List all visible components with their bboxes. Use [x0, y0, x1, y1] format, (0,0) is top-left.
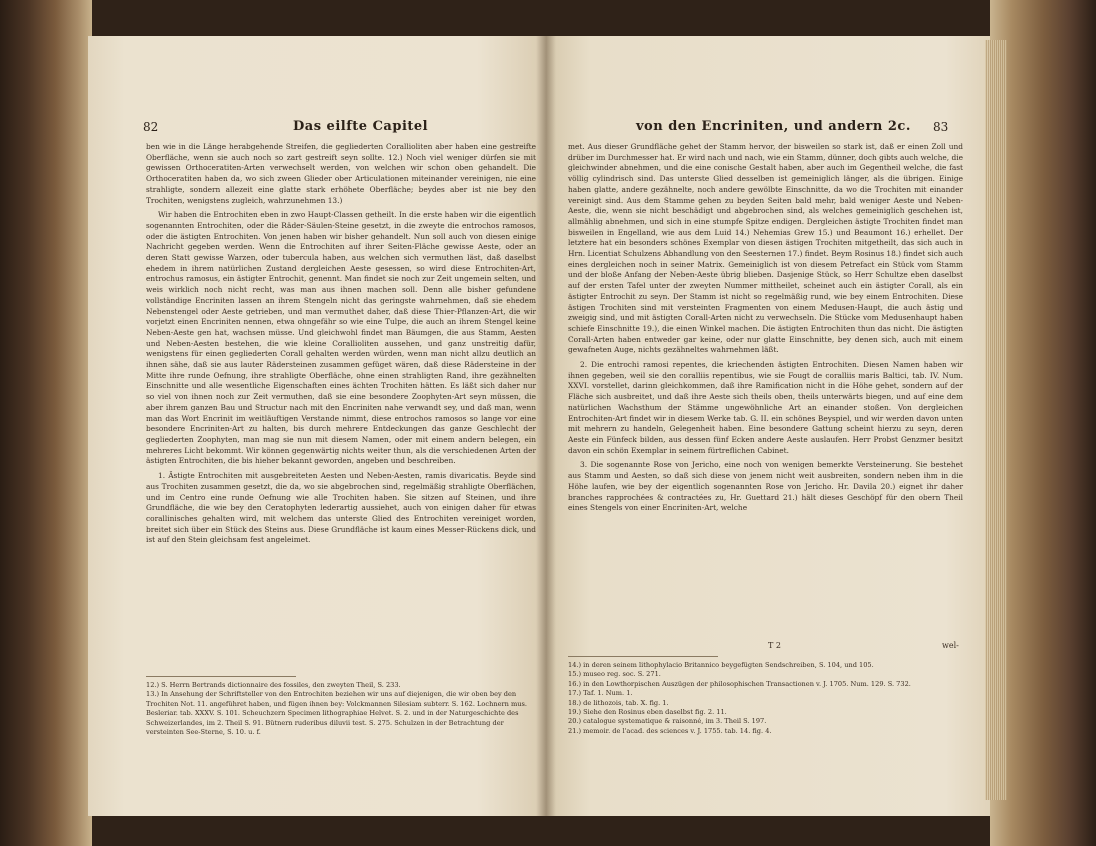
left-footnote-12: 12.) S. Herrn Bertrands dictionnaire des fossiles, den zweyten Theil, S. 233.: [146, 681, 401, 689]
left-paragraph-3: 1. Ästigte Entrochiten mit ausgebreiteten Aesten und Neben-Aesten, ramis divaricatis. Beyde sind aus Trochiten zusammen gesetzt, die da, wo sie abgebrochen sind, regelmäßig strahligte Oberflächen, und im Centro eine runde Oefnung wie alle Trochiten haben. Sie sitzen auf Steinen, und ihre Grundfläche, die wie bey den Ceratophyten lederartig aussiehet, auch von einigen daher für etwas corallinisches gehalten wird, mit welchem das unterste Glied des Entrochiten vereiniget worden, breitet sich über ein Stück des Steins aus. Diese Grundfläche ist kaum eines Messer-Rückens dick, und ist auf den Stein gleichsam fest angeleimet.: [146, 471, 536, 545]
left-footnotes: [146, 681, 536, 737]
right-footnote-15: 15.) museo reg. soc. S. 271.: [568, 670, 661, 679]
right-footnote-20: 20.) catalogue systematique & raisonné, im 3. Theil S. 197.: [568, 717, 767, 726]
book-cover-left-edge: [0, 0, 92, 846]
right-paragraph-2: 2. Die entrochi ramosi repentes, die kriechenden ästigten Entrochiten. Diesen Namen haben wir ihnen gegeben, weil sie den coralliis repentibus, wie sie Fougt de coralliis maris Baltici, tab. IV. Num. XXVI. vorstellet, darinn gleichkommen, daß ihre Ramification nicht in die Höhe gehet, sondern auf der Fläche sich ausbreitet, und daß ihre Aeste sich theils oben, theils unterwärts biegen, und auf eine dem natürlichen Wachsthum der Stämme ungewöhnliche Art an einander stoßen. Von dergleichen Entrochiten-Art findet wir in diesem Werke tab. G. II. ein schönes Beyspiel, und wir werden davon unten mit mehrern zu handeln, Gelegenheit haben. Eine besondere Gattung scheint hierzu zu seyn, deren Aeste ein Fünfeck bilden, aus dessen fünf Ecken andere Aeste auslaufen. Herr Probst Genzmer besitzt davon ein schön Exemplar in seinem fürtreflichen Cabinet.: [568, 360, 963, 455]
right-page-number: 83: [933, 120, 949, 134]
right-footnote-21: 21.) memoir. de l'acad. des sciences v. J. 1755. tab. 14. fig. 4.: [568, 726, 772, 735]
left-body-text: [146, 142, 536, 677]
left-running-title: Das eilfte Capitel: [293, 119, 429, 134]
left-footnote-13: 13.) In Ansehung der Schriftsteller von den Entrochiten beziehen wir uns auf diejenigen, die wir oben bey den Trochiten Not. 11. angeführet haben, und fügen ihnen bey: Volckmannen Silesiam subterr. S. 162. Lochnern mus. Besleriar. tab. XXXV. S. 101. Scheuchzern Specimen lithographiae Helvet. S. 2. und in der Naturgeschichte des Schweizerlandes, im 2. Theil S. 91. Bütnern ruderibus diluvii test. S. 275. Schulzen in der Betrachtung der versteinten See-Sterne, S. 10. u. f.: [146, 690, 527, 737]
left-paragraph-1: ben wie in die Länge herabgehende Streifen, die gegliederten Corallioliten aber haben eine gestreifte Oberfläche, wenn sie auch noch so zart gestreift seyn sollte. 12.) Noch viel weniger dürfen sie mit gewissen Orthoceratiten-Arten verwechselt werden, von welchen wir schon oben gehandelt. Die Orthoceratiten haben da, wo sich zween Glieder ober Articulationen miteinander vereinigen, nie eine strahligte, sondern allezeit eine glatte stark erhöhete Oberfläche; beydes aber ist nie bey den Trochiten, wenigstens zugleich, wahrzunehmen 13.): [146, 142, 536, 205]
book-gutter: [536, 36, 556, 816]
right-footnote-rule: [568, 656, 718, 657]
signature-mark: T 2: [768, 641, 781, 650]
left-footnote-rule: [146, 676, 296, 677]
right-footnote-14: 14.) in deren seinem lithophylacio Britannico beygefügten Sendschreiben, S. 104, und 105.: [568, 661, 874, 669]
right-footnote-19: 19.) Siehe den Rosinus eben daselbst fig. 2. 11.: [568, 708, 727, 717]
right-body-text: [568, 142, 963, 642]
right-footnote-16: 16.) in den Lowthorpischen Auszügen der philosophischen Transactionen v. J. 1705. Num. 129. S. 732.: [568, 679, 911, 688]
right-paragraph-1: met. Aus dieser Grundfläche gehet der Stamm hervor, der bisweilen so stark ist, daß er einen Zoll und drüber im Durchmesser hat. Er wird nach und nach, wie ein Stamm, dünner, doch gibts auch welche, die gleichwinder abnehmen, und die eine conische Gestalt haben, aber auch im Gegentheil welche, die fast völlig cylindrisch sind. Das unterste Glied desselben ist gemeiniglich länger, als die übrigen. Einige haben glatte, andere gezähnelte, noch andere gewölbte Einschnitte, da wo die Trochiten mit einander vereinigt sind. Aus dem Stamme gehen zu beyden Seiten bald mehr, bald weniger Aeste und Neben-Aeste, die, wenn sie nicht beschädigt und abgebrochen sind, als welches gemeiniglich geschehen ist, allmählig abnehmen, und sich in eine stumpfe Spitze endigen. Dergleichen ästigte Trochiten findet man bisweilen in Engelland, wie aus dem Luid 14.) Nehemias Grew 15.) und Beaumont 16.) erhellet. Der letztere hat ein besonders schönes Exemplar von diesen ästigen Trochiten mitgetheilt, das sich auch in Hrn. Licentiat Schulzens Abhandlung von den Seesternen 17.) findet. Beym Rosinus 18.) findet sich auch eines dergleichen noch in seiner Matrix. Gemeiniglich ist von diesem Petrefact ein Stück vom Stamm und der bloße Anfang der Neben-Aeste übrig blieben. Dasjenige Stück, so Herr Schultze eben daselbst auf der ersten Tafel unter der zweyten Nummer mittheilet, scheinet auch ein ästigter Corall, als ein ästigter Entrochit zu seyn. Der Stamm ist nicht so regelmäßig rund, wie bey einem Entrochiten. Diese ästigen Trochiten sind mit versteinten Fragmenten von einem Medusen-Haupt, die auch ästig und zweigig sind, und mit ästigten Corall-Arten nicht zu verwechseln. Die Stücke vom Medusenhaupt haben schiefe Einschnitte 19.), die einen Winkel machen. Die ästigten Entrochiten thun das nicht. Die ästigten Corall-Arten haben entweder gar keine, oder nur glatte Einschnitte, bey denen sich, auch mit einem gewafneten Auge, nichts gezähneltes wahrnehmen läßt.: [568, 142, 963, 355]
left-page: [88, 36, 546, 816]
catchword: wel-: [942, 641, 959, 650]
right-footnote-18: 18.) de lithozois, tab. X. fig. 1.: [568, 698, 669, 707]
right-page: [546, 36, 990, 816]
right-running-title: von den Encriniten, und andern 2c.: [636, 119, 911, 134]
page-stack-edge: [985, 40, 1007, 800]
right-footnotes: [568, 661, 963, 736]
right-paragraph-3: 3. Die sogenannte Rose von Jericho, eine noch von wenigen bemerkte Versteinerung. Sie bestehet aus Stamm und Aesten, so daß sich diese von jenem nicht weit ausbreiten, sondern neben ihm in die Höhe laufen, wie bey der eigentlich sogenannten Rose von Jericho. Hr. Davila 20.) eignet ihr daher branches rapprochées & contractées zu, Hr. Guettard 21.) hält dieses Geschöpf für den obern Theil eines Stengels von einer Encriniten-Art, welche: [568, 460, 963, 513]
left-paragraph-2: Wir haben die Entrochiten eben in zwo Haupt-Classen getheilt. In die erste haben wir die eigentlich sogenannten Entrochiten, oder die Räder-Säulen-Steine gesetzt, in die zweyte die entrochos ramosos, oder die ästigten Entrochiten. Von jenen haben wir bisher gehandelt. Nun soll auch von diesen einige Nachricht gegeben werden. Wenn die Entrochiten auf ihrer Seiten-Fläche gewisse Aeste, oder an deren Statt gewisse Warzen, oder tubercula haben, aus welchen sich vermuthen läst, daß daselbst ehedem in ihrem natürlichen Zustand dergleichen Aeste gesessen, so wird diese Entrochiten-Art, entrochus ramosus, ein ästigter Entrochit, genennt. Man findet sie noch zur Zeit ungemein selten, und weis wirklich noch nicht recht, was man aus ihnen machen soll. Denn alle bisher gefundene vollständige Encriniten lassen an ihrem Stengeln nicht das geringste wahrnehmen, daß sie ehedem Nebenstengel oder Aeste getrieben, und man vermuthet daher, daß diese Thier-Pflanzen-Art, die wir vorjetzt einen Encriniten nennen, etwa ohngefähr so wie eine Tulpe, die auch an ihrem Stengel keine Neben-Aeste gen hat, wachsen müsse. Und gleichwohl findet man Bäumgen, die aus Stamm, Aesten und Neben-Aesten bestehen, die wie kleine Corallioliten aussehen, und ganz unstreitig dafür, wenigstens für einen gegliederten Corall gehalten werden würden, wenn man nicht allzu deutlich an ihnen sähe, daß sie aus lauter Rädersteinen zusammen gefüget wären, daß diese Rädersteine in der Mitte ihre runde Oefnung, ihre strahligte Oberfläche, ohne einen strahligten Rand, ihre gezähnelten Einschnitte und alle wesentliche Eigenschaften eines ächten Trochiten hätten. Es läßt sich daher nur so viel von ihnen noch zur Zeit vermuthen, daß sie eine besondere Zoophyten-Art seyn müssen, die aber ihrem ganzen Bau und Structur nach mit den Encriniten nahe verwandt sey, und daß man, wenn man das Wort Encrinit im weitläuftigen Verstande nimmt, diese entrochos ramosos so lange vor eine besondere Encriniten-Art zu halten, bis durch mehrere Entdeckungen das ganze Geschlecht der gegliederten Zoophyten, man mag sie nun mit diesem Namen, oder mit einem andern belegen, ein mehreres Licht bekommt. Wir können gegenwärtig nichts weiter thun, als die verschiedenen Arten der ästigten Entrochiten, die bis hieher bekannt geworden, angeben und beschreiben.: [146, 210, 536, 466]
left-page-number: 82: [143, 120, 159, 134]
right-footnote-17: 17.) Taf. 1. Num. 1.: [568, 689, 633, 698]
